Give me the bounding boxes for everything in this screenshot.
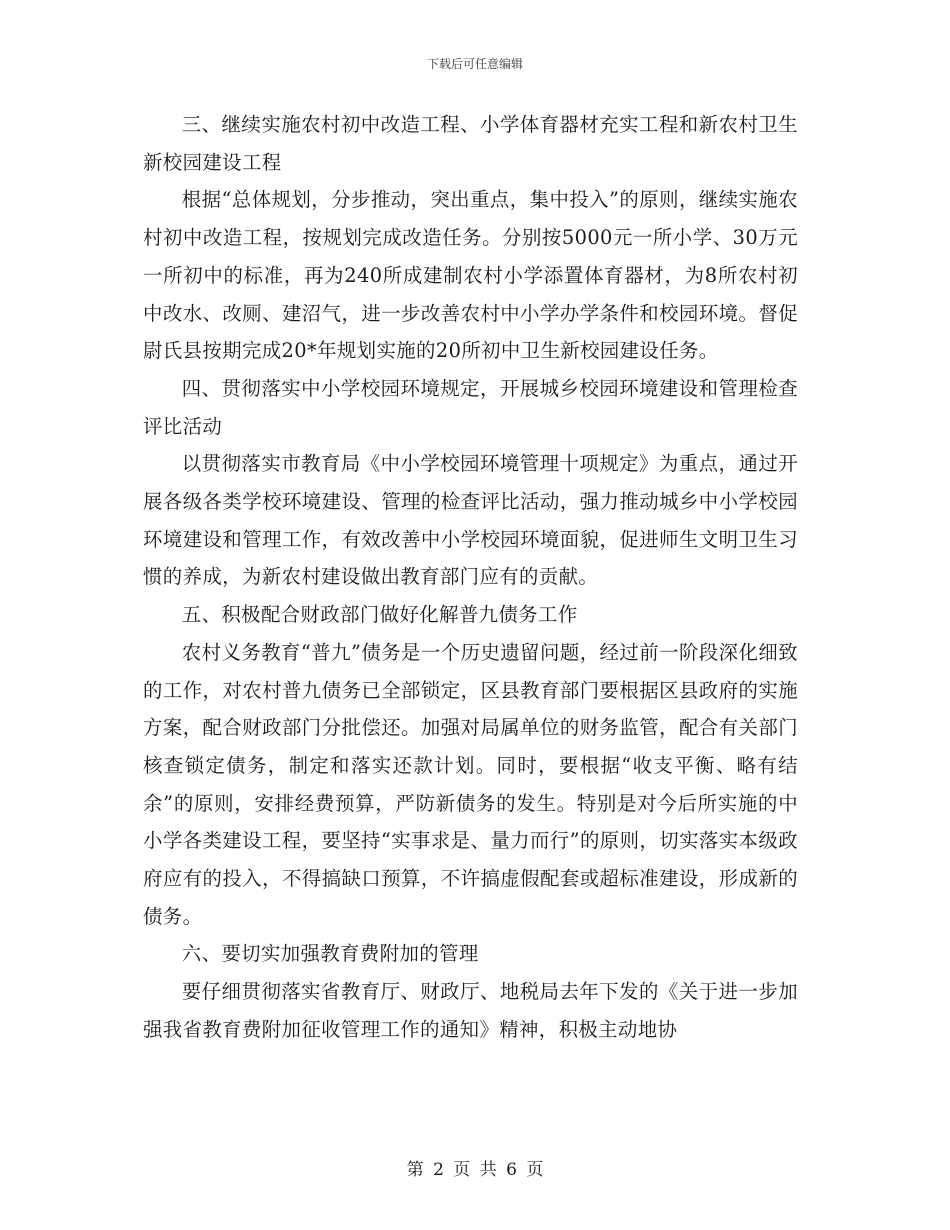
document-body (143, 106, 798, 1049)
body-paragraph: 以贯彻落实市教育局《中小学校园环境管理十项规定》为重点，通过开展各级各类学校环境建设、管理的检查评比活动，强力推动城乡中小学校园环境建设和管理工作，有效改善中小学校园环境面貌，促进师生文明卫生习惯的养成，为新农村建设做出教育部门应有的贡献。 (143, 452, 798, 589)
body-paragraph: 要仔细贯彻落实省教育厅、财政厅、地税局去年下发的《关于进一步加强我省教育费附加征收管理工作的通知》精神，积极主动地协 (143, 980, 798, 1041)
section-heading-4: 四、贯彻落实中小学校园环境规定，开展城乡校园环境建设和管理检查评比活动 (143, 376, 798, 438)
section-heading-6: 六、要切实加强教育费附加的管理 (181, 942, 479, 966)
page-header: 下载后可任意编辑 (426, 57, 523, 71)
body-paragraph: 根据“总体规划，分步推动，突出重点，集中投入”的原则，继续实施农村初中改造工程，按规划完成改造任务。分别按5000元一所小学、30万元一所初中的标准，再为240所成建制农村小学添置体育器材，为8所农村初中改水、改厕、建沼气，进一步改善农村中小学办学条件和校园环境。督促尉氏县按期完成20*年规划实施的20所初中卫生新校园建设任务。 (143, 188, 798, 363)
body-paragraph: 农村义务教育“普九”债务是一个历史遗留问题，经过前一阶段深化细致的工作，对农村普九债务已全部锁定，区县教育部门要根据区县政府的实施方案，配合财政部门分批偿还。加强对局属单位的财务监管，配合有关部门核查锁定债务，制定和落实还款计划。同时，要根据“收支平衡、略有结余”的原则，安排经费预算，严防新债务的发生。特别是对今后所实施的中小学各类建设工程，要坚持“实事求是、量力而行”的原则，切实落实本级政府应有的投入，不得搞缺口预算，不许搞虚假配套或超标准建设，形成新的债务。 (143, 640, 798, 928)
page-footer: 第 2 页 共 6 页 (406, 1160, 544, 1180)
section-heading-5: 五、积极配合财政部门做好化解普九债务工作 (181, 603, 578, 627)
section-heading-3: 三、继续实施农村初中改造工程、小学体育器材充实工程和新农村卫生新校园建设工程 (143, 113, 798, 174)
